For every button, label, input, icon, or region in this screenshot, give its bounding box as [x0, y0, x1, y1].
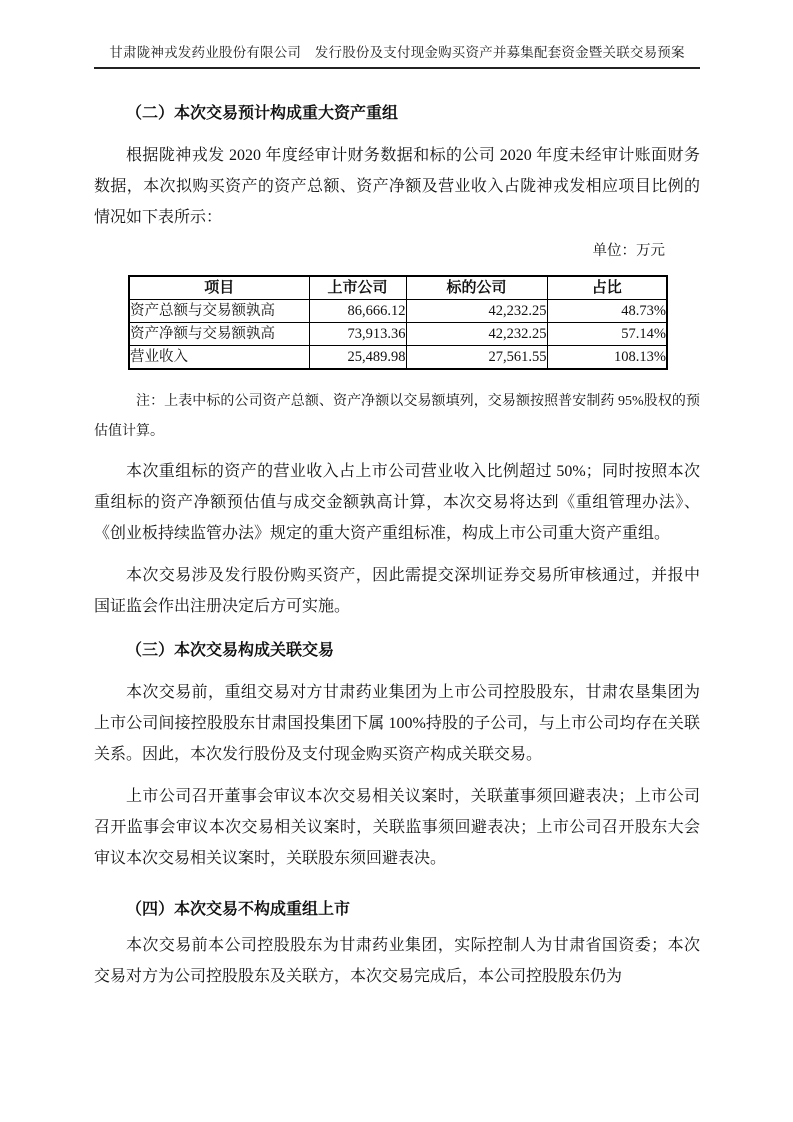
- table-unit-label: 单位：万元: [592, 243, 665, 259]
- value-ratio: 108.13%: [547, 346, 667, 370]
- row-label: 资产总额与交易额孰高: [129, 300, 309, 323]
- value-ratio: 48.73%: [547, 300, 667, 323]
- value-listed-company: 86,666.12: [309, 300, 406, 323]
- value-target-company: 42,232.25: [406, 323, 547, 346]
- section-heading-2: （二）本次交易预计构成重大资产重组: [126, 105, 399, 122]
- value-target-company: 42,232.25: [406, 300, 547, 323]
- paragraph-s2-major-restructuring: 本次重组标的资产的营业收入占上市公司营业收入比例超过 50%；同时按照本次重组标的资产净额预估值与成交金额孰高计算，本次交易将达到《重组管理办法》、《创业板持续监管办法》规定的重大资产重组标准，构成上市公司重大资产重组。: [94, 463, 700, 542]
- value-target-company: 27,561.55: [406, 346, 547, 370]
- col-header-target-company: 标的公司: [406, 276, 547, 300]
- paragraph-s2-intro: 根据陇神戎发 2020 年度经审计财务数据和标的公司 2020 年度未经审计账面财务数据，本次拟购买资产的资产总额、资产净额及营业收入占陇神戎发相应项目比例的情况如下表所示：: [94, 147, 700, 226]
- page-content: [94, 98, 700, 992]
- table-footnote: 注：上表中标的公司资产总额、资产净额以交易额填列，交易额按照普安制药 95%股权的预估值计算。: [94, 394, 700, 439]
- table-header-row: [129, 276, 667, 300]
- table-row: [129, 323, 667, 346]
- running-header: 甘肃陇神戎发药业股份有限公司 发行股份及支付现金购买资产并募集配套资金暨关联交易预案: [94, 44, 700, 69]
- row-label: 资产净额与交易额孰高: [129, 323, 309, 346]
- section-heading-3: （三）本次交易构成关联交易: [126, 642, 335, 659]
- col-header-listed-company: 上市公司: [309, 276, 406, 300]
- row-label: 营业收入: [129, 346, 309, 370]
- paragraph-s4-control: 本次交易前本公司控股股东为甘肃药业集团，实际控制人为甘肃省国资委；本次交易对方为公司控股股东及关联方，本次交易完成后，本公司控股股东仍为: [94, 937, 700, 985]
- col-header-ratio: 占比: [547, 276, 667, 300]
- paragraph-s3-related-party: 本次交易前，重组交易对方甘肃药业集团为上市公司控股股东，甘肃农垦集团为上市公司间接控股股东甘肃国投集团下属 100%持股的子公司，与上市公司均存在关联关系。因此，本次发行股份及支付现金购买资产构成关联交易。: [94, 684, 700, 763]
- paragraph-s2-approval: 本次交易涉及发行股份购买资产，因此需提交深圳证券交易所审核通过，并报中国证监会作出注册决定后方可实施。: [94, 567, 700, 615]
- financial-comparison-table: [128, 275, 668, 370]
- value-listed-company: 73,913.36: [309, 323, 406, 346]
- value-ratio: 57.14%: [547, 323, 667, 346]
- section-heading-4: （四）本次交易不构成重组上市: [126, 901, 351, 918]
- table-row: [129, 300, 667, 323]
- col-header-item: 项目: [129, 276, 309, 300]
- paragraph-s3-voting-abstention: 上市公司召开董事会审议本次交易相关议案时，关联董事须回避表决；上市公司召开监事会审议本次交易相关议案时，关联监事须回避表决；上市公司召开股东大会审议本次交易相关议案时，关联股东须回避表决。: [94, 788, 700, 867]
- table-row: [129, 346, 667, 370]
- value-listed-company: 25,489.98: [309, 346, 406, 370]
